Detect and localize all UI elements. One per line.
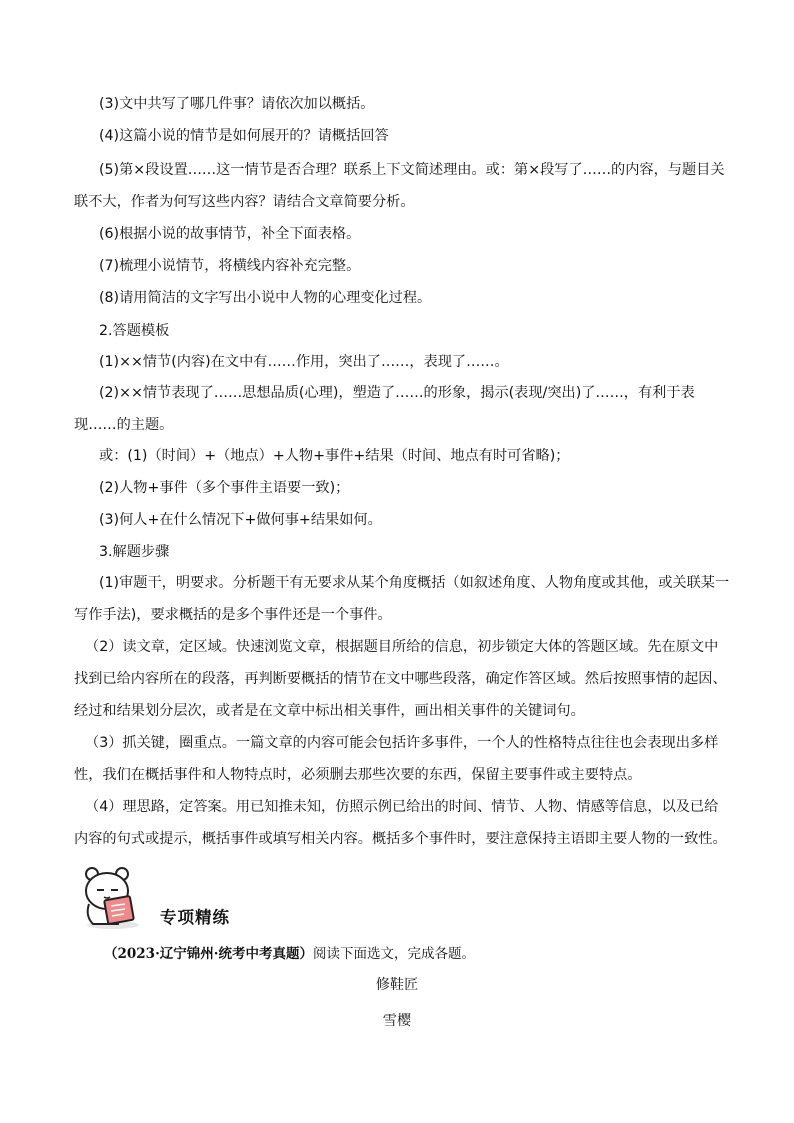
step-4-continued: 内容的句式或提示，概括事件或填写相关内容。概括多个事件时，要注意保持主语即主要人物的一致性。: [74, 831, 727, 847]
step-2-continued-2: 经过和结果划分层次，或者是在文章中标出相关事件，画出相关事件的关键词句。: [74, 703, 585, 719]
article-title: 修鞋匠: [375, 977, 419, 993]
source-instruction: 阅读下面选文，完成各题。: [312, 946, 475, 962]
practice-heading: 专项精练: [160, 908, 230, 927]
step-2: （2）读文章，定区域。快速浏览文章，根据题目所给的信息，初步锁定大体的答题区域。先在原文中: [85, 639, 719, 655]
question-5: (5)第×段设置……这一情节是否合理？联系上下文简述理由。或：第×段写了……的内容，与题目关: [99, 162, 725, 178]
step-3-continued: 性，我们在概括事件和人物特点时，必须删去那些次要的东西，保留主要事件或主要特点。: [74, 767, 642, 783]
question-3: (3)文中共写了哪几件事？请依次加以概括。: [99, 96, 375, 112]
template-line-1: (1)××情节(内容)在文中有……作用，突出了……，表现了……。: [99, 354, 509, 370]
article-author: 雪樱: [382, 1013, 412, 1029]
question-4: (4)这篇小说的情节是如何展开的？请概括回答: [99, 128, 389, 144]
steps-section-title: 3.解题步骤: [99, 544, 170, 560]
step-2-continued-1: 找到已给内容所在的段落，再判断要概括的情节在文中哪些段落，确定作答区域。然后按照事情的起因、: [74, 671, 727, 687]
step-3: （3）抓关键，圈重点。一篇文章的内容可能会包括许多事件，一个人的性格特点往往也会表现出多样: [85, 735, 719, 751]
step-1: (1)审题干，明要求。分析题干有无要求从某个角度概括（如叙述角度、人物角度或其他，或关联某一: [99, 575, 730, 591]
template-line-2-continued: 现……的主题。: [74, 417, 174, 433]
question-5-continued: 联不大，作者为何写这些内容？请结合文章简要分析。: [74, 194, 415, 210]
template-section-title: 2.答题模板: [99, 323, 170, 339]
step-1-continued: 写作手法)，要求概括的是多个事件还是一个事件。: [74, 607, 392, 623]
template-alt-line-1: 或：(1)（时间）+（地点）+人物+事件+结果（时间、地点有时可省略)；: [99, 448, 570, 464]
step-4: （4）理思路，定答案。用已知推未知，仿照示例已给出的时间、情节、人物、情感等信息，以及已给: [85, 799, 719, 815]
question-7: (7)梳理小说情节，将横线内容补充完整。: [99, 258, 361, 274]
template-alt-line-3: (3)何人+在什么情况下+做何事+结果如何。: [99, 512, 382, 528]
question-8: (8)请用简洁的文字写出小说中人物的心理变化过程。: [99, 290, 432, 306]
question-6: (6)根据小说的故事情节，补全下面表格。: [99, 226, 361, 242]
template-alt-line-2: (2)人物+事件（多个事件主语要一致)；: [99, 480, 350, 496]
template-line-2: (2)××情节表现了……思想品质(心理)，塑造了……的形象，揭示(表现/突出)了……，有利于表: [99, 385, 695, 401]
source-tag: （2023·辽宁锦州·统考中考真题）: [104, 946, 313, 962]
bear-reading-mascot-icon: [80, 864, 144, 930]
source-line: [104, 945, 475, 963]
